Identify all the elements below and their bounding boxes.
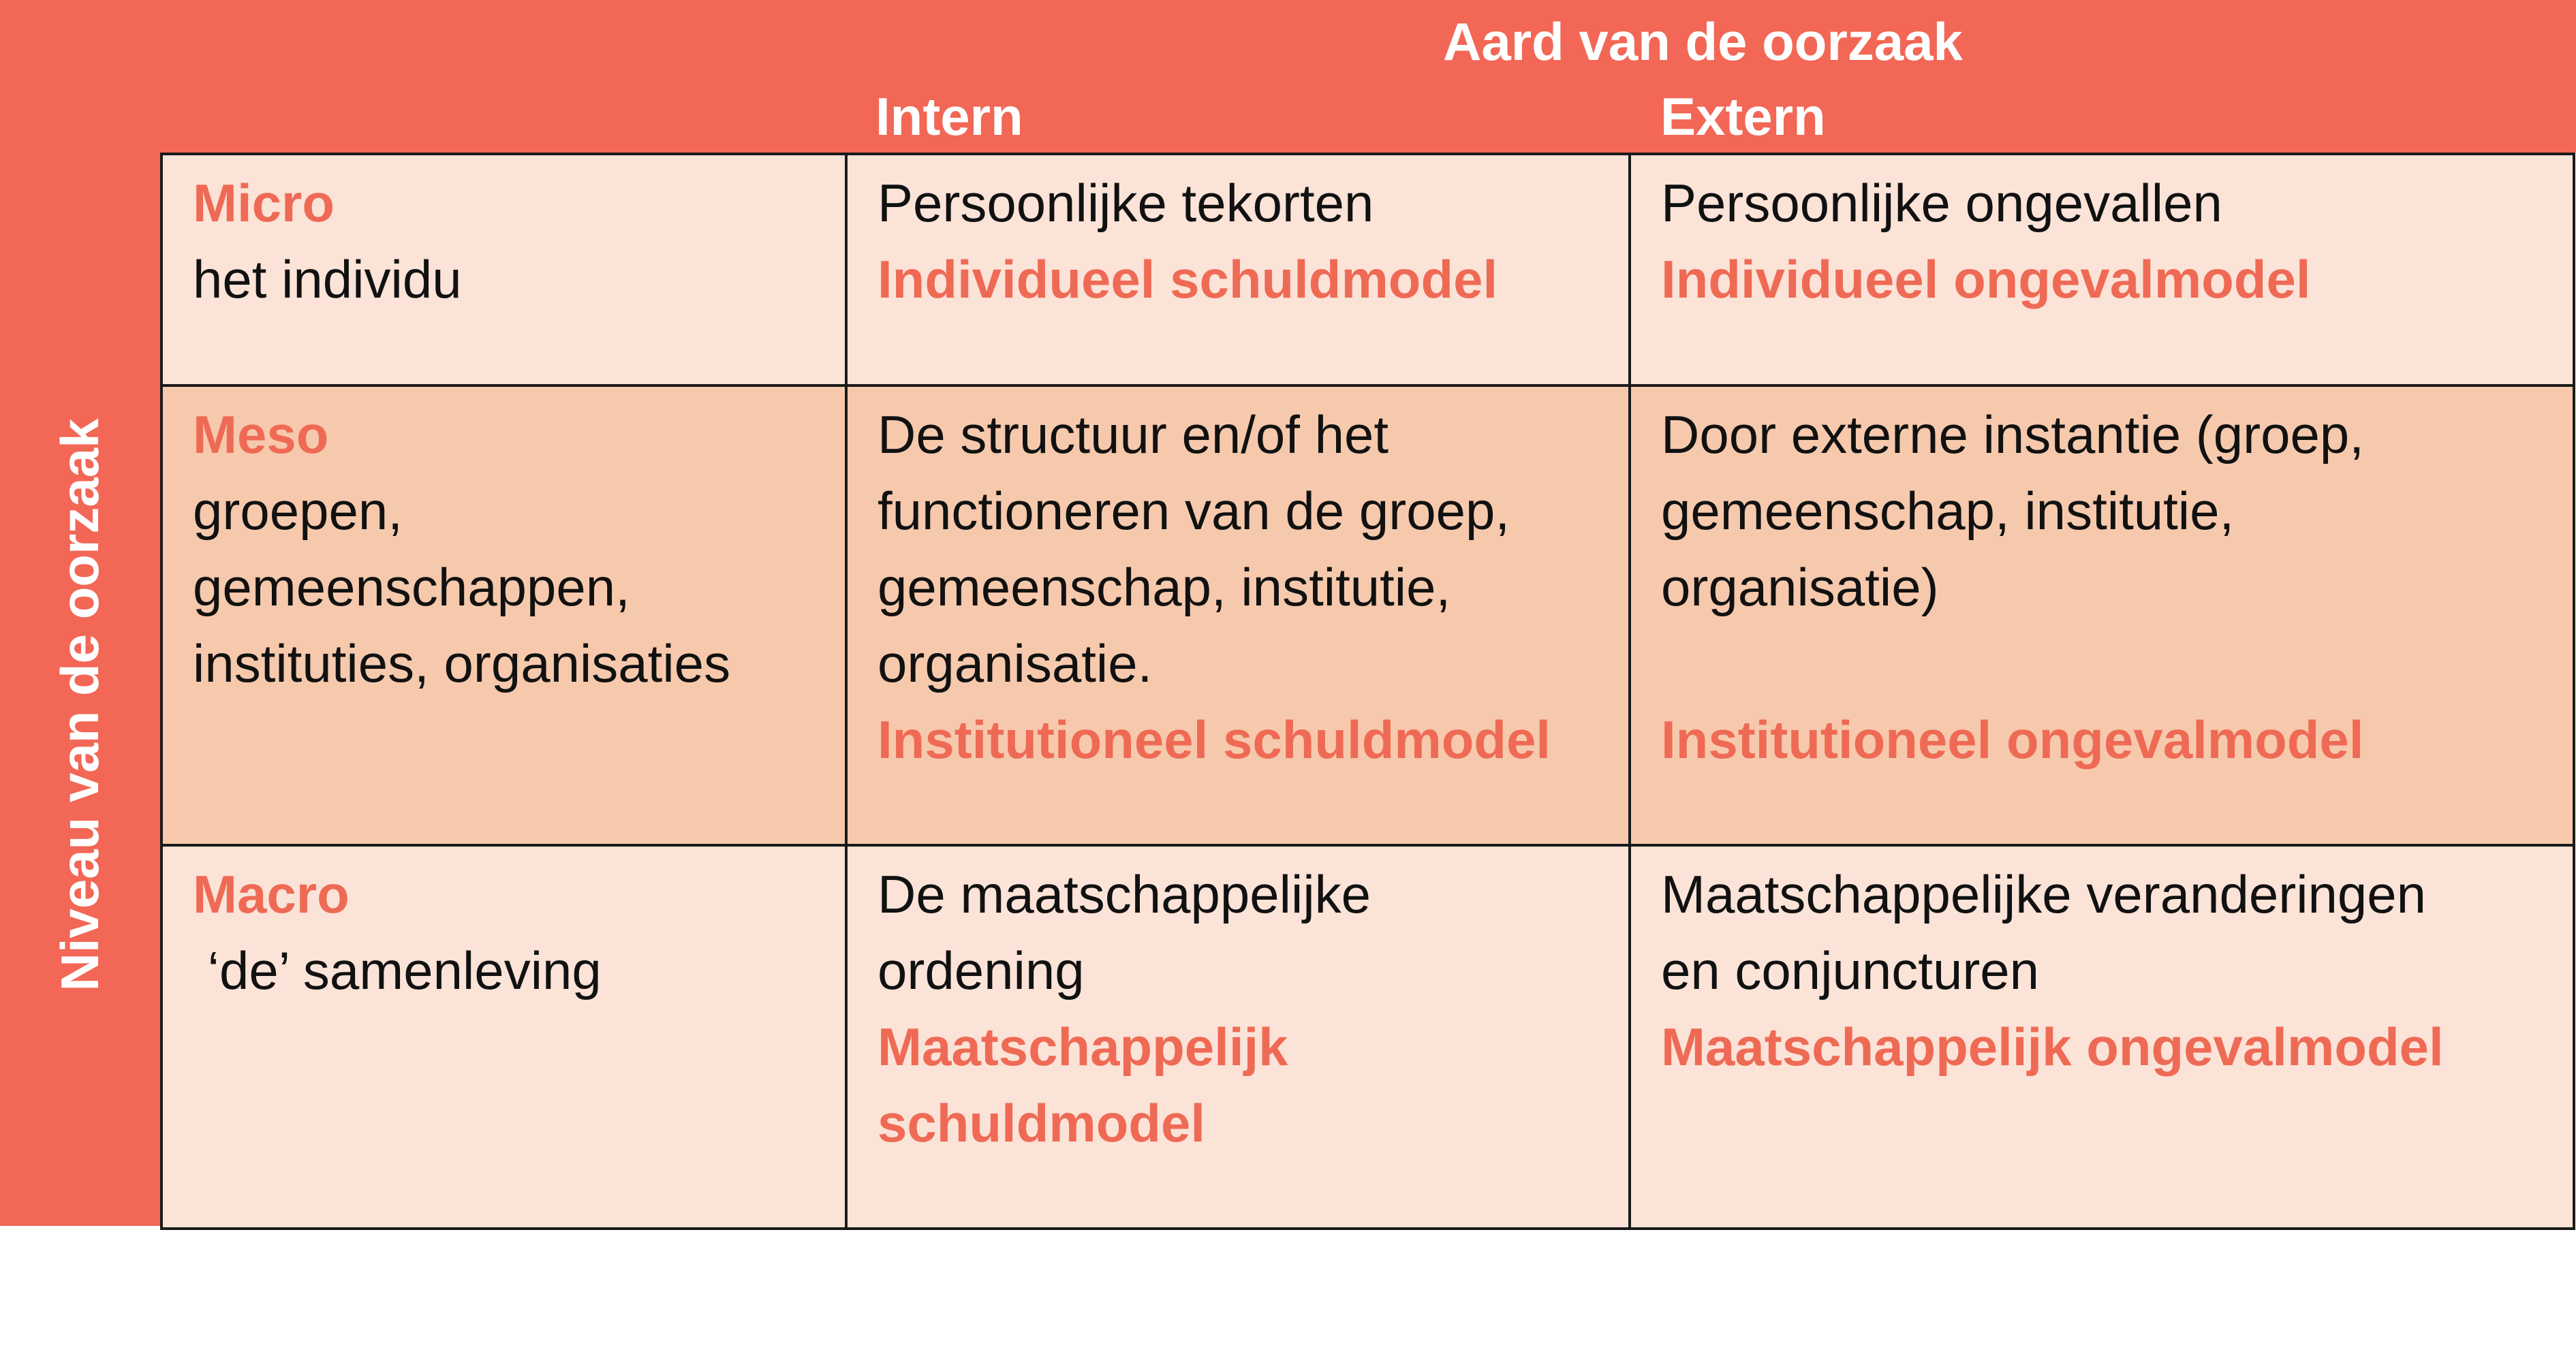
level-name: Meso: [193, 405, 329, 464]
intern-cell-macro: [846, 845, 1630, 1229]
level-description: het individu: [193, 249, 462, 309]
spacer: [1661, 625, 2543, 701]
level-cell-micro: [161, 154, 846, 385]
column-header-intern: Intern: [875, 86, 1023, 146]
model-name: Institutioneel ongevalmodel: [1661, 710, 2364, 770]
matrix-row-macro: [161, 845, 2574, 1229]
cause-text: gemeenschap, institutie,: [1661, 481, 2235, 541]
level-description: ‘de’ samenleving: [193, 941, 602, 1000]
model-name: Individueel ongevalmodel: [1661, 249, 2311, 309]
cause-text: Door externe instantie (groep,: [1661, 405, 2364, 464]
cause-text: ordening: [878, 941, 1085, 1000]
level-name: Micro: [193, 173, 335, 233]
cause-text: De structuur en/of het: [878, 405, 1389, 464]
level-name: Macro: [193, 864, 350, 924]
intern-cell-micro: [846, 154, 1630, 385]
row-axis-title: Niveau van de oorzaak: [50, 418, 110, 992]
intern-cell-meso: [846, 385, 1630, 845]
level-description: instituties, organisaties: [193, 633, 731, 693]
model-name: schuldmodel: [878, 1093, 1206, 1153]
column-header-extern: Extern: [1660, 86, 1826, 146]
cause-text: Maatschappelijke veranderingen: [1661, 864, 2427, 924]
extern-cell-meso: [1630, 385, 2574, 845]
model-name: Institutioneel schuldmodel: [878, 710, 1551, 770]
cause-text: De maatschappelijke: [878, 864, 1371, 924]
model-name: Individueel schuldmodel: [878, 249, 1498, 309]
cause-text: en conjuncturen: [1661, 941, 2040, 1000]
cause-text: functioneren van de groep,: [878, 481, 1510, 541]
cause-text: Persoonlijke tekorten: [878, 173, 1374, 233]
cause-matrix: [160, 153, 2575, 1230]
level-description: gemeenschappen,: [193, 557, 630, 617]
header-title: Aard van de oorzaak: [1443, 12, 1963, 72]
cause-text: gemeenschap, institutie,: [878, 557, 1451, 617]
level-cell-macro: [161, 845, 846, 1229]
matrix-row-micro: [161, 154, 2574, 385]
header-band: [0, 0, 2576, 153]
matrix-row-meso: [161, 385, 2574, 845]
cause-text: Persoonlijke ongevallen: [1661, 173, 2222, 233]
model-name: Maatschappelijk ongevalmodel: [1661, 1017, 2444, 1077]
extern-cell-macro: [1630, 845, 2574, 1229]
level-description: groepen,: [193, 481, 403, 541]
cause-text: organisatie.: [878, 633, 1153, 693]
cause-text: organisatie): [1661, 557, 1939, 617]
model-name: Maatschappelijk: [878, 1017, 1288, 1077]
level-cell-meso: [161, 385, 846, 845]
extern-cell-micro: [1630, 154, 2574, 385]
